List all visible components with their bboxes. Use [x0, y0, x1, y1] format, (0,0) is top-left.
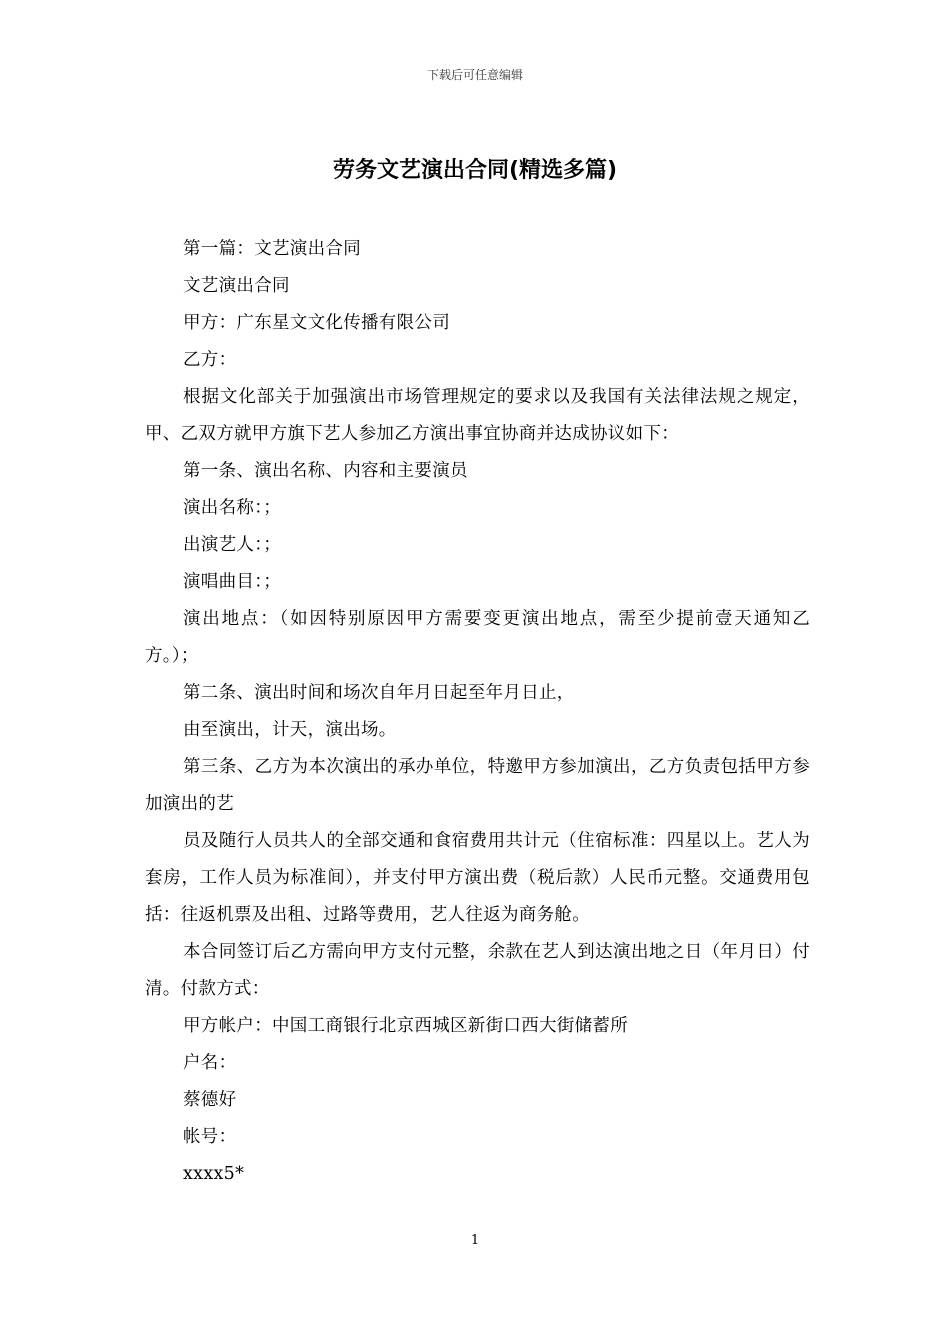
page-header-note: 下载后可任意编辑 [426, 68, 523, 82]
article-three-heading: 第三条、乙方为本次演出的承办单位，特邀甲方参加演出，乙方负责包括甲方参加演出的艺 [145, 757, 810, 814]
show-name-field: 演出名称：； [183, 498, 282, 518]
songs-field: 演唱曲目：； [183, 572, 282, 592]
payment-terms: 本合同签订后乙方需向甲方支付元整，余款在艺人到达演出地之日（年月日）付清。付款方式： [145, 942, 810, 999]
article-two-heading: 第二条、演出时间和场次自年月日起至年月日止， [183, 683, 575, 703]
article-one-heading: 第一条、演出名称、内容和主要演员 [183, 461, 468, 481]
account-number-label: 帐号： [183, 1127, 237, 1147]
account-name-value: 蔡德好 [183, 1090, 237, 1110]
expenses-paragraph: 员及随行人员共人的全部交通和食宿费用共计元（住宿标准：四星以上。艺人为套房，工作人员为标准间），并支付甲方演出费（税后款）人民币元整。交通费用包括：往返机票及出租、过路等费用，艺人往返为商务舱。 [145, 831, 810, 925]
document-body [145, 231, 810, 1193]
account-name-label: 户名： [183, 1053, 237, 1073]
page-number: 1 [470, 1233, 480, 1248]
show-schedule: 由至演出，计天，演出场。 [183, 720, 397, 740]
preamble-paragraph: 根据文化部关于加强演出市场管理规定的要求以及我国有关法律法规之规定，甲、乙双方就甲方旗下艺人参加乙方演出事宜协商并达成协议如下： [145, 387, 810, 444]
performer-field: 出演艺人：； [183, 535, 282, 555]
account-number-value: xxxx5* [183, 1164, 245, 1184]
venue-field: 演出地点：（如因特别原因甲方需要变更演出地点，需至少提前壹天通知乙方。）； [145, 609, 810, 666]
document-title: 劳务文艺演出合同(精选多篇) [332, 158, 618, 183]
bank-account: 甲方帐户：中国工商银行北京西城区新街口西大街储蓄所 [183, 1016, 628, 1036]
party-b: 乙方： [183, 350, 237, 370]
party-a: 甲方：广东星文文化传播有限公司 [183, 313, 450, 333]
contract-name: 文艺演出合同 [183, 276, 290, 296]
section-heading: 第一篇：文艺演出合同 [183, 239, 361, 259]
